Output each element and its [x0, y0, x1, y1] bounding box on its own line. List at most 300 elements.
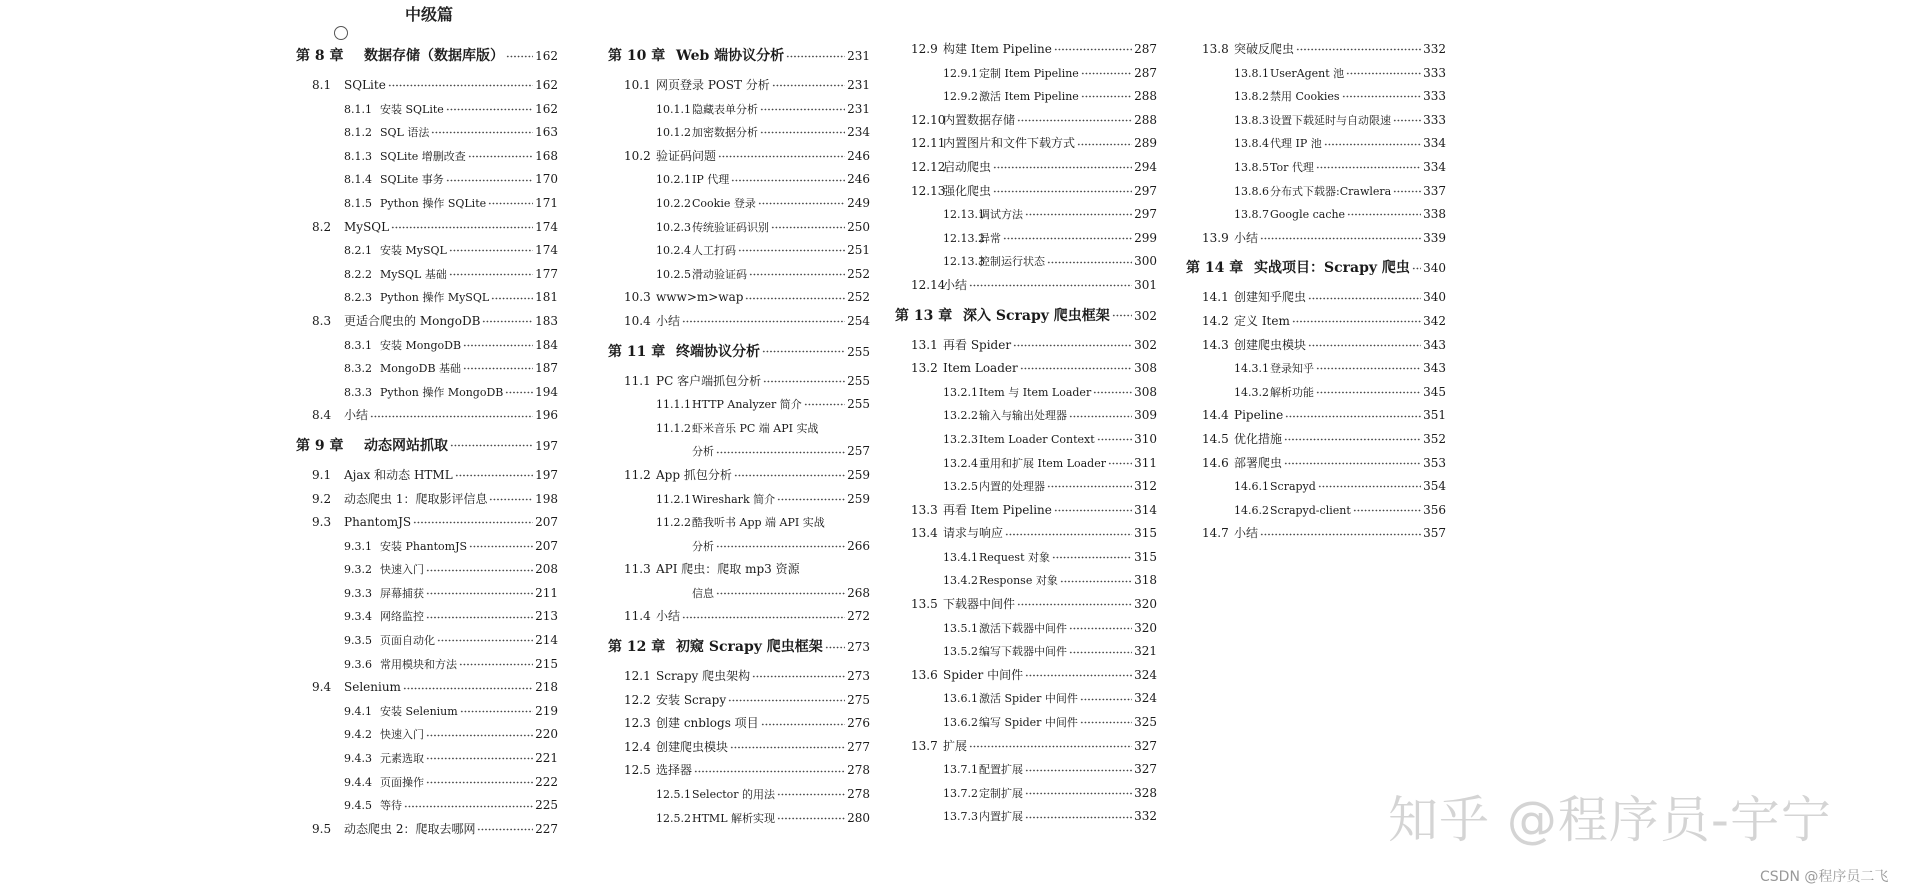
toc-entry-title: 调试方法: [979, 208, 1023, 222]
toc-entry-number: 12.12: [911, 159, 946, 174]
toc-entry-number: 12.13.1: [943, 208, 985, 222]
toc-entry-number: 第 8 章: [296, 48, 344, 64]
toc-entry-section: [296, 676, 558, 700]
toc-entry-number: 8.2.2: [344, 267, 372, 281]
toc-entry-number: 10.2.4: [656, 244, 691, 258]
toc-entry-sub: [895, 475, 1157, 499]
dot-leader: [786, 52, 845, 60]
toc-entry-sub: [1186, 357, 1446, 381]
toc-entry-sub: [296, 98, 558, 122]
toc-entry-number: 10.2.5: [656, 267, 691, 281]
dot-leader: [1296, 46, 1421, 54]
toc-entry-number: 8.1.5: [344, 196, 372, 210]
dot-leader: [1077, 140, 1132, 148]
toc-entry-page-number: 273: [847, 669, 870, 684]
toc-entry-sub: [1186, 109, 1446, 133]
dot-leader: [1025, 672, 1132, 680]
toc-entry-page-number: 196: [535, 408, 558, 423]
toc-entry-title: 控制运行状态: [979, 255, 1045, 269]
dot-leader: [1005, 530, 1132, 538]
toc-entry-page-number: 339: [1423, 230, 1446, 245]
toc-entry-number: 13.1: [911, 337, 938, 352]
toc-entry-title: 激活 Spider 中间件: [979, 692, 1078, 706]
toc-entry-title: 验证码问题: [656, 148, 717, 163]
toc-entry-title: 分布式下载器:Crawlera: [1270, 184, 1392, 198]
dot-leader: [752, 673, 845, 681]
toc-entry-number: 12.9: [911, 42, 938, 56]
dot-leader: [1017, 601, 1132, 609]
toc-entry-section: [895, 180, 1157, 204]
toc-entry-sub: [895, 617, 1157, 641]
dot-leader: [825, 643, 845, 651]
toc-entry-number: 9.5: [312, 821, 332, 836]
toc-entry-number: 9.3.2: [344, 563, 372, 577]
toc-entry-title: 定义 Item: [1234, 313, 1290, 328]
toc-entry-page-number: 345: [1423, 384, 1446, 399]
dot-leader: [1346, 69, 1421, 77]
toc-entry-number: 9.4.5: [344, 799, 372, 813]
toc-entry-number: 8.2.3: [344, 291, 372, 305]
toc-entry-page-number: 255: [847, 373, 870, 388]
dot-leader: [459, 660, 533, 668]
toc-entry-number: 8.3.1: [344, 338, 372, 352]
toc-entry-number: 13.2.3: [943, 432, 978, 446]
toc-entry-sub: [1186, 132, 1446, 156]
dot-leader: [1047, 483, 1132, 491]
toc-entry-section: [608, 759, 870, 783]
toc-entry-title: 强化爬虫: [943, 183, 992, 198]
toc-entry-page-number: 320: [1134, 620, 1157, 635]
toc-entry-number: 10.1.2: [656, 126, 691, 140]
toc-entry-number: 13.7.3: [943, 810, 978, 824]
toc-entry-number: 10.1: [624, 78, 651, 92]
dot-leader: [771, 223, 845, 231]
toc-entry-title: 请求与响应: [943, 526, 1004, 541]
dot-leader: [1052, 554, 1132, 562]
toc-entry-sub: [296, 286, 558, 310]
toc-entry-number: 14.3: [1202, 337, 1229, 352]
toc-entry-page-number: 278: [847, 787, 870, 802]
toc-entry-section: [608, 665, 870, 689]
toc-entry-page-number: 162: [535, 101, 558, 116]
toc-entry-page-number: 302: [1134, 308, 1157, 323]
toc-entry-page-number: 266: [847, 538, 870, 553]
toc-entry-page-number: 342: [1423, 313, 1446, 328]
dot-leader: [1081, 93, 1132, 101]
toc-entry-page-number: 333: [1423, 65, 1446, 80]
toc-entry-number: 10.2.1: [656, 173, 691, 187]
toc-entry-number: 10.2.2: [656, 196, 691, 210]
toc-entry-title: 人工打码: [692, 244, 736, 258]
toc-entry-title: 分析: [692, 445, 714, 459]
toc-entry-number: 13.9: [1202, 230, 1229, 245]
toc-entry-title: 终端协议分析: [676, 343, 760, 360]
toc-entry-page-number: 225: [535, 798, 558, 813]
toc-entry-title: SQLite: [344, 78, 386, 92]
toc-entry-title: Google cache: [1270, 208, 1346, 222]
toc-entry-page-number: 332: [1423, 42, 1446, 56]
toc-entry-number: 13.2.4: [943, 456, 978, 470]
dot-leader: [804, 401, 845, 409]
toc-entry-title: 登录知乎: [1270, 362, 1314, 376]
toc-column-3: [895, 38, 1157, 829]
toc-entry-title: SQL 语法: [380, 126, 430, 140]
toc-entry-page-number: 255: [847, 344, 870, 359]
toc-entry-number: 11.1.1: [656, 398, 691, 412]
toc-entry-number: 8.1.3: [344, 149, 372, 163]
toc-entry-title: 内置扩展: [979, 810, 1023, 824]
toc-entry-number: 13.4: [911, 526, 938, 541]
dot-leader: [1108, 459, 1132, 467]
dot-leader: [1025, 766, 1132, 774]
dot-leader: [1025, 790, 1132, 798]
toc-entry-page-number: 170: [535, 172, 558, 187]
toc-entry-number: 8.4: [312, 408, 332, 423]
toc-entry-number: 8.2.1: [344, 244, 372, 258]
toc-entry-page-number: 208: [535, 562, 558, 577]
toc-entry-section: [895, 735, 1157, 759]
toc-entry-title: Python 操作 MySQL: [380, 291, 490, 305]
dot-leader: [1081, 69, 1132, 77]
toc-entry-title: 等待: [380, 799, 402, 813]
toc-entry-title: 下载器中间件: [943, 597, 1016, 612]
dot-leader: [716, 542, 845, 550]
toc-entry-page-number: 255: [847, 397, 870, 412]
dot-leader: [1013, 341, 1132, 349]
toc-entry-title: Item Loader: [943, 361, 1018, 376]
toc-entry-sub: [608, 263, 870, 287]
toc-entry-page-number: 259: [847, 491, 870, 506]
toc-entry-title: 重用和扩展 Item Loader: [979, 456, 1106, 470]
dot-leader: [1060, 577, 1132, 585]
dot-leader: [488, 200, 533, 208]
dot-leader: [449, 247, 533, 255]
toc-entry-title: 配置扩展: [979, 763, 1023, 777]
dot-leader: [1093, 389, 1132, 397]
toc-entry-sub: [296, 629, 558, 653]
toc-entry-sub: [895, 569, 1157, 593]
toc-entry-number: 14.4: [1202, 408, 1229, 423]
toc-entry-chapter: [608, 334, 870, 370]
toc-entry-title: 快速入门: [380, 728, 424, 742]
dot-leader: [391, 223, 533, 231]
toc-entry-number: 14.2: [1202, 313, 1229, 328]
toc-entry-title: 内置图片和文件下载方式: [943, 136, 1076, 151]
toc-entry-page-number: 324: [1134, 691, 1157, 706]
toc-entry-page-number: 287: [1134, 42, 1157, 56]
dot-leader: [426, 566, 533, 574]
toc-entry-number: 13.8: [1202, 42, 1229, 56]
toc-entry-title: 网页登录 POST 分析: [656, 78, 770, 92]
toc-entry-page-number: 343: [1423, 337, 1446, 352]
dot-leader: [730, 744, 845, 752]
toc-entry-page-number: 252: [847, 290, 870, 305]
toc-entry-chapter: [296, 38, 558, 74]
toc-entry-title: Scrapyd: [1270, 480, 1316, 494]
dot-leader: [426, 755, 533, 763]
toc-entry-section: [608, 712, 870, 736]
toc-entry-title: 输入与输出处理器: [979, 409, 1067, 423]
dot-leader: [1353, 506, 1421, 514]
toc-entry-number: 13.8.1: [1234, 66, 1269, 80]
toc-entry-title: MySQL 基础: [380, 267, 447, 281]
toc-entry-page-number: 353: [1423, 455, 1446, 470]
dot-leader: [777, 791, 845, 799]
toc-entry-page-number: 334: [1423, 159, 1446, 174]
toc-entry-title: 传统验证码识别: [692, 220, 769, 234]
toc-entry-page-number: 198: [535, 491, 558, 506]
toc-entry-chapter: [608, 38, 870, 74]
dot-leader: [413, 519, 533, 527]
toc-entry-page-number: 288: [1134, 112, 1157, 127]
toc-entry-section: [895, 522, 1157, 546]
toc-entry-title: www>m>wap: [656, 290, 744, 305]
dot-leader: [1285, 412, 1421, 420]
dot-leader: [489, 495, 533, 503]
dot-leader: [460, 708, 533, 716]
toc-entry-title: Python 操作 SQLite: [380, 196, 487, 210]
toc-entry-title: 屏幕捕获: [380, 586, 424, 600]
toc-entry-sub: [296, 145, 558, 169]
toc-entry-title: API 爬虫：爬取 mp3 资源: [656, 562, 800, 577]
toc-entry-title: HTTP Analyzer 简介: [692, 398, 802, 412]
toc-entry-section: [895, 132, 1157, 156]
dot-leader: [762, 348, 845, 356]
toc-entry-number: 13.4.2: [943, 574, 978, 588]
toc-entry-page-number: 277: [847, 739, 870, 754]
dot-leader: [763, 377, 845, 385]
toc-entry-page-number: 297: [1134, 183, 1157, 198]
toc-entry-number: 9.4.1: [344, 704, 372, 718]
toc-entry-sub: [296, 357, 558, 381]
toc-entry-title: HTML 解析实现: [692, 811, 775, 825]
toc-entry-sub: [895, 546, 1157, 570]
toc-entry-page-number: 162: [535, 49, 558, 63]
toc-entry-page-number: 218: [535, 680, 558, 695]
dot-leader: [463, 341, 533, 349]
toc-entry-number: 13.5.2: [943, 645, 978, 659]
toc-entry-title: 安装 SQLite: [380, 102, 444, 116]
toc-entry-number: 8.1.1: [344, 102, 372, 116]
toc-entry-number: 9.2: [312, 491, 332, 506]
toc-entry-section: [608, 370, 870, 394]
toc-entry-sub: [296, 582, 558, 606]
csdn-credit: CSDN @程序员二飞: [1760, 869, 1889, 885]
toc-entry-page-number: 194: [535, 384, 558, 399]
toc-entry-title: 动态爬虫 1：爬取影评信息: [344, 491, 488, 506]
dot-leader: [468, 153, 533, 161]
dot-leader: [426, 731, 533, 739]
toc-entry-page-number: 222: [535, 774, 558, 789]
toc-entry-sub: [1186, 85, 1446, 109]
toc-entry-title: PC 客户端抓包分析: [656, 373, 762, 388]
dot-leader: [1069, 648, 1132, 656]
toc-entry-sub: [895, 452, 1157, 476]
toc-entry-title: 内置数据存储: [943, 112, 1016, 127]
toc-entry-section: [296, 818, 558, 842]
toc-entry-number: 13.8.3: [1234, 113, 1269, 127]
toc-entry-title: 深入 Scrapy 爬虫框架: [963, 307, 1110, 324]
toc-entry-title: 网络监控: [380, 610, 424, 624]
toc-entry-number: 10.4: [624, 313, 651, 328]
toc-entry-page-number: 314: [1134, 502, 1157, 517]
toc-entry-title: 动态网站抓取: [364, 437, 448, 454]
toc-entry-number: 12.13.3: [943, 255, 985, 269]
toc-entry-page-number: 315: [1134, 549, 1157, 564]
dot-leader: [455, 472, 533, 480]
toc-entry-title: 内置的处理器: [979, 480, 1045, 494]
toc-entry-page-number: 276: [847, 716, 870, 731]
dot-leader: [446, 176, 533, 184]
toc-entry-page-number: 309: [1134, 408, 1157, 423]
toc-entry-sub: [296, 239, 558, 263]
toc-entry-number: 第 10 章: [608, 48, 666, 64]
toc-entry-number: 12.4: [624, 739, 651, 754]
toc-entry-sub: [608, 168, 870, 192]
toc-entry-section: [1186, 522, 1446, 546]
toc-entry-title: 安装 PhantomJS: [380, 539, 468, 553]
toc-entry-title: 更适合爬虫的 MongoDB: [344, 313, 481, 328]
toc-entry-section: [296, 464, 558, 488]
dot-leader: [1342, 93, 1422, 101]
toc-entry-number: 12.2: [624, 692, 651, 707]
toc-entry-sub: [296, 263, 558, 287]
toc-entry-section: [608, 310, 870, 334]
toc-entry-page-number: 287: [1134, 65, 1157, 80]
toc-entry-number: 13.2: [911, 361, 938, 376]
toc-entry-number: 第 14 章: [1186, 260, 1244, 277]
toc-entry-sub: [895, 428, 1157, 452]
toc-entry-section: [1186, 310, 1446, 334]
toc-entry-section: [608, 74, 870, 98]
toc-entry-chapter: [1186, 250, 1446, 286]
dot-leader: [1324, 140, 1421, 148]
toc-entry-title: 设置下载延时与自动限速: [1270, 113, 1391, 127]
toc-entry-section: [608, 689, 870, 713]
dot-leader: [450, 442, 533, 450]
dot-leader: [969, 742, 1132, 750]
dot-leader: [403, 684, 533, 692]
toc-entry-section: [296, 310, 558, 334]
toc-entry-page-number: 308: [1134, 384, 1157, 399]
toc-entry-title: 动态爬虫 2：爬取去哪网: [344, 821, 476, 836]
toc-entry-page-number: 308: [1134, 361, 1157, 376]
toc-entry-page-number: 162: [535, 78, 558, 92]
toc-entry-page-number: 337: [1423, 183, 1446, 198]
toc-entry-sub: [608, 393, 870, 417]
dot-leader: [682, 613, 845, 621]
toc-entry-page-number: 333: [1423, 89, 1446, 104]
dot-leader: [745, 294, 845, 302]
dot-leader: [463, 365, 533, 373]
toc-entry-number: 14.6: [1202, 455, 1229, 470]
toc-entry-page-number: 310: [1134, 431, 1157, 446]
toc-entry-number: 9.4.3: [344, 752, 372, 766]
toc-entry-title: 构建 Item Pipeline: [943, 42, 1052, 56]
toc-entry-page-number: 327: [1134, 762, 1157, 777]
toc-entry-sub: [608, 783, 870, 807]
toc-entry-sub: [608, 417, 870, 441]
toc-entry-page-number: 251: [847, 243, 870, 258]
dot-leader: [716, 590, 845, 598]
toc-entry-page-number: 338: [1423, 207, 1446, 222]
zhihu-watermark: 知乎 @程序员-宇宁: [1388, 791, 1832, 849]
toc-entry-section: [895, 499, 1157, 523]
toc-entry-title: Spider 中间件: [943, 667, 1024, 682]
toc-entry-section: [895, 38, 1157, 62]
toc-entry-sub: [608, 511, 870, 535]
toc-entry-section: [1186, 404, 1446, 428]
toc-entry-title: 快速入门: [380, 563, 424, 577]
toc-entry-number: 8.1.2: [344, 126, 372, 140]
toc-entry-page-number: 357: [1423, 526, 1446, 541]
toc-entry-title: SQLite 事务: [380, 173, 444, 187]
toc-entry-section: [296, 404, 558, 428]
toc-entry-title: Ajax 和动态 HTML: [344, 467, 453, 482]
toc-entry-page-number: 246: [847, 148, 870, 163]
dot-leader: [969, 282, 1132, 290]
toc-entry-section: [608, 145, 870, 169]
toc-entry-number: 8.3.2: [344, 362, 372, 376]
toc-entry-number: 14.1: [1202, 290, 1229, 305]
toc-entry-number: 12.1: [624, 669, 651, 684]
toc-entry-number: 9.3.1: [344, 539, 372, 553]
dot-leader: [482, 318, 533, 326]
dot-leader: [1025, 813, 1132, 821]
toc-entry-page-number: 171: [535, 195, 558, 210]
toc-entry-number: 第 11 章: [608, 343, 666, 360]
toc-entry-number: 14.6.2: [1234, 503, 1269, 517]
toc-entry-title: Tor 代理: [1270, 160, 1314, 174]
toc-entry-title: Scrapy 爬虫架构: [656, 669, 751, 684]
dot-leader: [1020, 365, 1132, 373]
toc-entry-page-number: 280: [847, 810, 870, 825]
dot-leader: [1097, 436, 1132, 444]
toc-entry-title: 信息: [692, 586, 714, 600]
toc-entry-sub: [296, 535, 558, 559]
toc-entry-title: 初窥 Scrapy 爬虫框架: [676, 639, 823, 656]
toc-entry-page-number: 234: [847, 125, 870, 140]
toc-entry-page-number: 334: [1423, 136, 1446, 151]
toc-entry-page-number: 275: [847, 692, 870, 707]
toc-entry-title: Selector 的用法: [692, 788, 776, 802]
toc-entry-sub: [608, 239, 870, 263]
toc-entry-number: 12.9.1: [943, 66, 978, 80]
toc-entry-number: 11.4: [624, 609, 651, 624]
toc-entry-number: 14.3.2: [1234, 385, 1269, 399]
dot-leader: [1347, 211, 1421, 219]
toc-entry-page-number: 332: [1134, 809, 1157, 824]
toc-entry-page-number: 207: [535, 515, 558, 530]
toc-entry-page-number: 254: [847, 313, 870, 328]
toc-entry-number: 11.2: [624, 467, 651, 482]
toc-entry-page-number: 325: [1134, 715, 1157, 730]
toc-entry-section: [296, 74, 558, 98]
toc-entry-sub: [608, 98, 870, 122]
toc-entry-title: 小结: [344, 408, 369, 423]
dot-leader: [760, 129, 845, 137]
toc-column-2: [608, 38, 870, 830]
dot-leader: [734, 472, 845, 480]
dot-leader: [437, 637, 533, 645]
dot-leader: [469, 542, 533, 550]
toc-entry-page-number: 351: [1423, 408, 1446, 423]
toc-entry-sub: [608, 121, 870, 145]
toc-entry-page-number: 327: [1134, 738, 1157, 753]
toc-entry-title: Wireshark 简介: [692, 492, 776, 506]
toc-entry-sub: [1186, 499, 1446, 523]
toc-entry-page-number: 168: [535, 148, 558, 163]
